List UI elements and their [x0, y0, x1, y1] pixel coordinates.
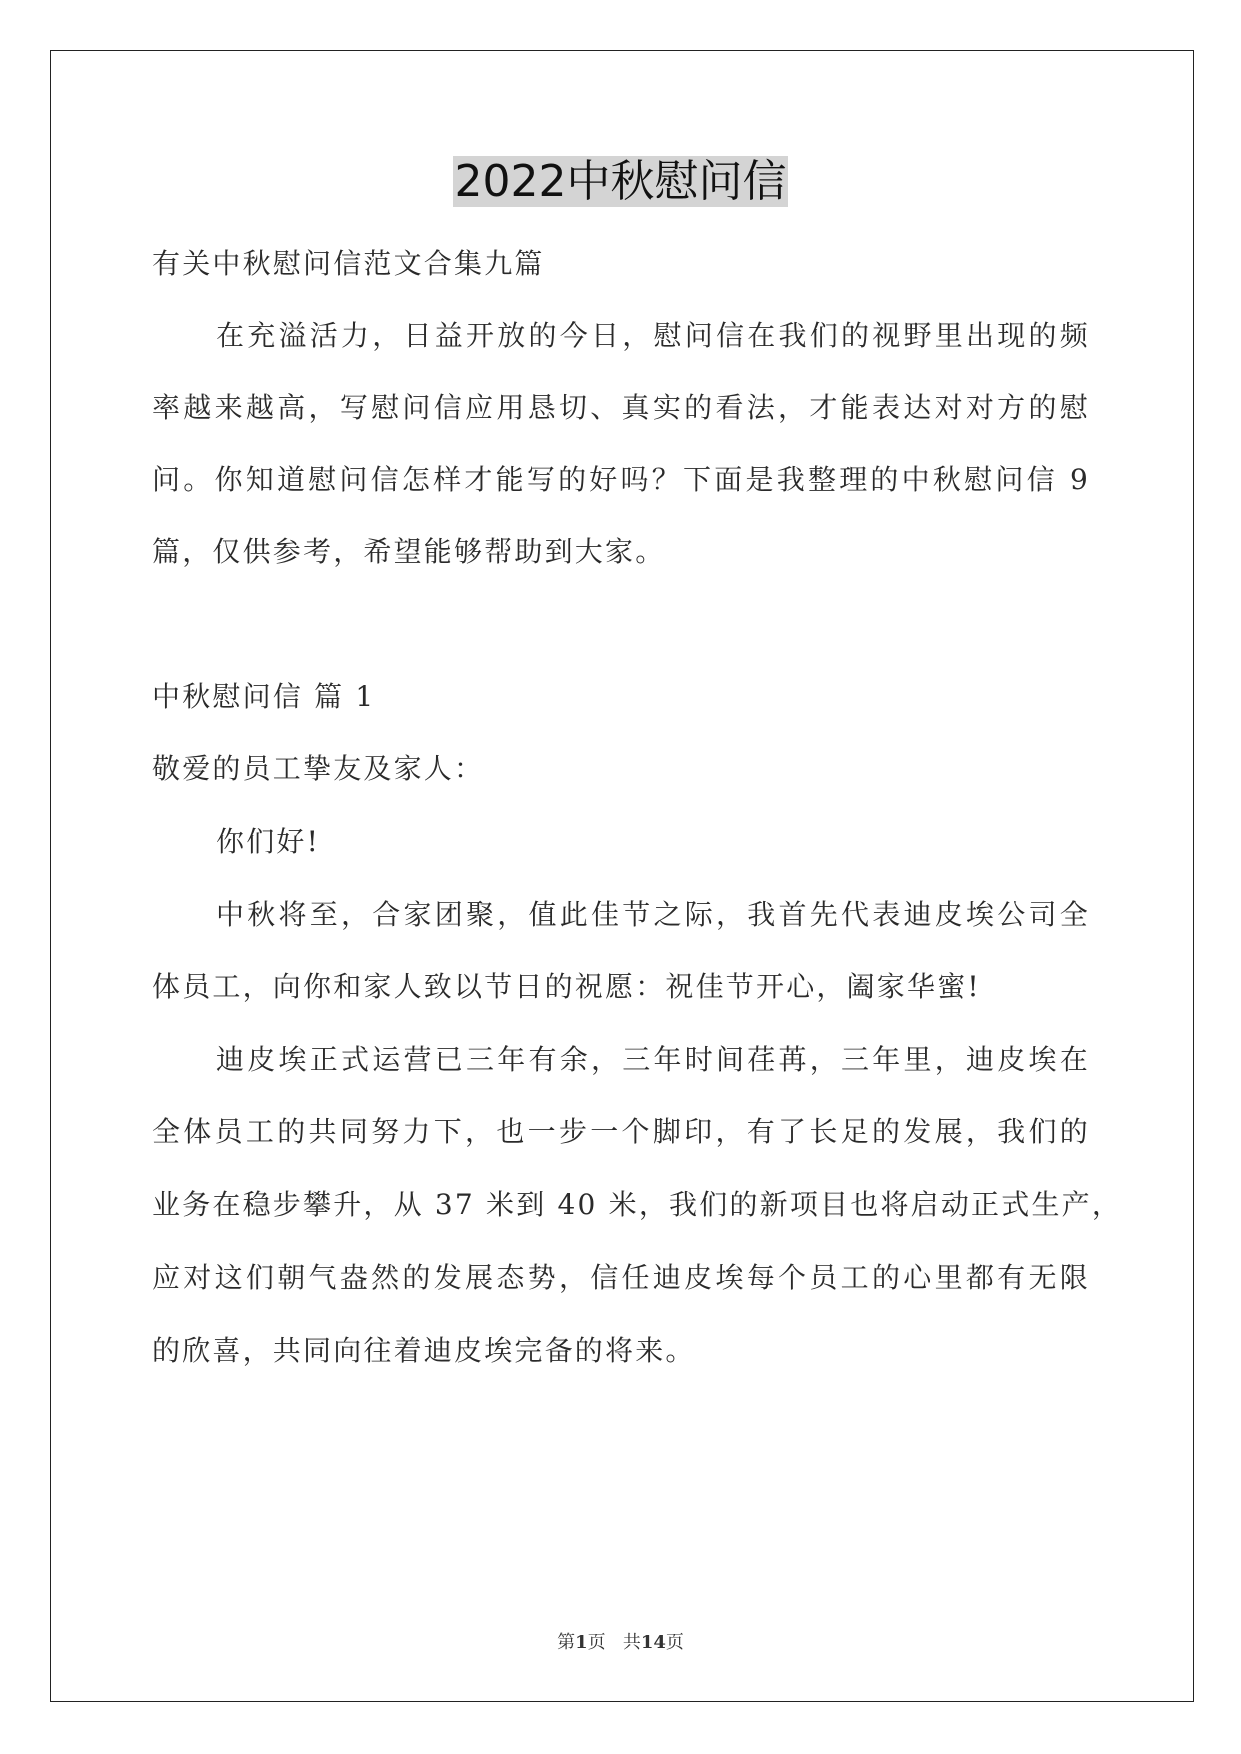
section-heading: 中秋慰问信 篇 1 — [152, 680, 376, 713]
paragraph-line: 应对这们朝气盎然的发展态势，信任迪皮埃每个员工的心里都有无限 — [152, 1261, 1090, 1294]
page-border — [50, 50, 1194, 1702]
page-label-suffix: 页 — [587, 1632, 606, 1653]
intro-line: 在充溢活力，日益开放的今日，慰问信在我们的视野里出现的频 — [216, 319, 1090, 352]
salutation: 敬爱的员工挚友及家人： — [152, 752, 485, 785]
intro-line: 篇，仅供参考，希望能够帮助到大家。 — [152, 535, 666, 568]
paragraph-line: 中秋将至，合家团聚，值此佳节之际，我首先代表迪皮埃公司全 — [216, 898, 1090, 931]
total-label-suffix: 页 — [665, 1632, 684, 1653]
paragraph-line: 的欣喜，共同向往着迪皮埃完备的将来。 — [152, 1334, 696, 1367]
page-label-prefix: 第 — [557, 1632, 576, 1653]
page-footer — [0, 1628, 1241, 1654]
document-title-text: 2022中秋慰问信 — [454, 156, 787, 207]
greeting: 你们好! — [216, 825, 321, 858]
document-title — [0, 152, 1241, 212]
paragraph-line: 全体员工的共同努力下，也一步一个脚印，有了长足的发展，我们的 — [152, 1115, 1090, 1148]
page-number: 1 — [575, 1632, 588, 1653]
total-pages: 14 — [640, 1632, 666, 1653]
total-label-prefix: 共 — [622, 1632, 641, 1653]
intro-line: 问。你知道慰问信怎样才能写的好吗？下面是我整理的中秋慰问信 9 — [152, 463, 1090, 496]
document-subtitle: 有关中秋慰问信范文合集九篇 — [152, 247, 545, 280]
paragraph-line: 迪皮埃正式运营已三年有余，三年时间荏苒，三年里，迪皮埃在 — [216, 1043, 1090, 1076]
paragraph-line: 体员工，向你和家人致以节日的祝愿：祝佳节开心，阖家华蜜! — [152, 970, 981, 1003]
intro-line: 率越来越高，写慰问信应用恳切、真实的看法，才能表达对对方的慰 — [152, 391, 1090, 424]
paragraph-line: 业务在稳步攀升，从 37 米到 40 米，我们的新项目也将启动正式生产， — [152, 1188, 1123, 1221]
